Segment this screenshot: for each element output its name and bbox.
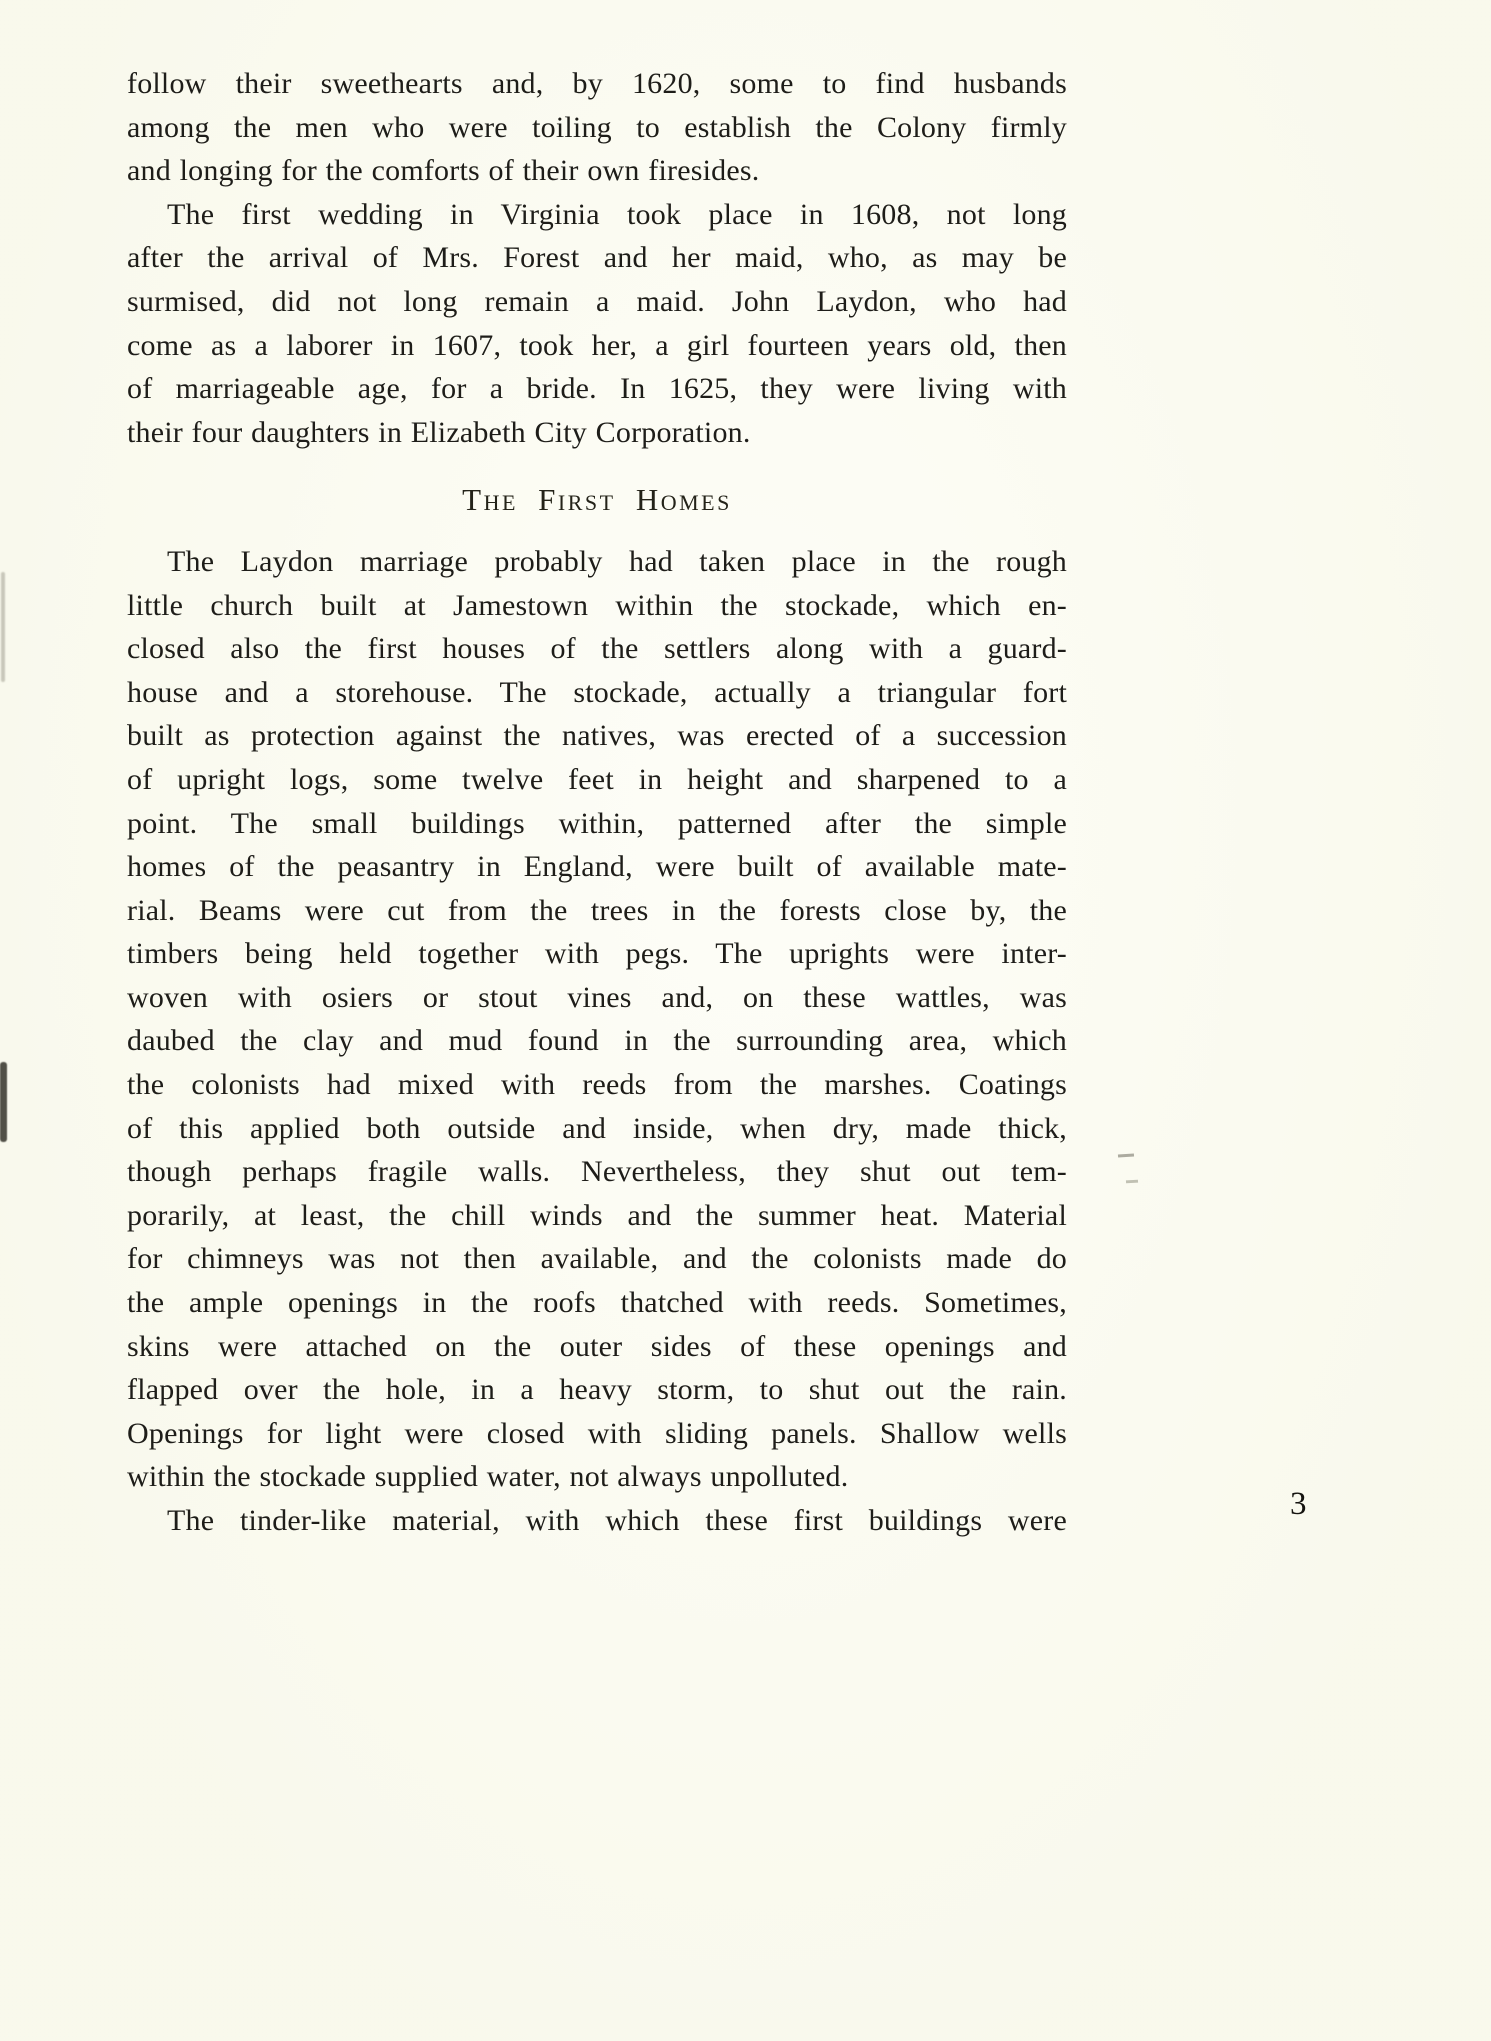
text-line: the colonists had mixed with reeds from the marshes. Coatings <box>127 1068 1067 1102</box>
text-line: within the stockade supplied water, not always unpolluted. <box>127 1460 849 1494</box>
paragraph <box>127 62 1067 193</box>
text-line: woven with osiers or stout vines and, on these wattles, was <box>127 980 1067 1014</box>
paragraph <box>127 1499 1067 1543</box>
text-line: surmised, did not long remain a maid. John Laydon, who had <box>127 284 1067 318</box>
text-line: of upright logs, some twelve feet in height and sharpened to a <box>127 762 1067 796</box>
page-number: 3 <box>1290 1486 1307 1522</box>
text-line: come as a laborer in 1607, took her, a girl fourteen years old, then <box>127 328 1067 362</box>
text-line: of marriageable age, for a bride. In 1625, they were living with <box>127 372 1067 406</box>
text-line: point. The small buildings within, patterned after the simple <box>127 806 1067 840</box>
text-line: rial. Beams were cut from the trees in the forests close by, the <box>127 893 1067 927</box>
text-line: the ample openings in the roofs thatched with reeds. Sometimes, <box>127 1286 1067 1320</box>
text-line: homes of the peasantry in England, were built of available mate- <box>127 850 1067 884</box>
text-line: timbers being held together with pegs. The uprights were inter- <box>127 937 1067 971</box>
text-line: of this applied both outside and inside, when dry, made thick, <box>127 1111 1067 1145</box>
text-line: porarily, at least, the chill winds and the summer heat. Material <box>127 1198 1067 1232</box>
text-line: built as protection against the natives, was erected of a succession <box>127 719 1067 753</box>
text-line: The tinder-like material, with which these first buildings were <box>167 1504 1067 1537</box>
text-line: Openings for light were closed with sliding panels. Shallow wells <box>127 1416 1067 1450</box>
page-text <box>127 62 1067 1543</box>
text-line: closed also the first houses of the settlers along with a guard- <box>127 632 1067 666</box>
text-line: flapped over the hole, in a heavy storm, to shut out the rain. <box>127 1373 1067 1407</box>
text-line: their four daughters in Elizabeth City Corporation. <box>127 415 751 449</box>
text-line: for chimneys was not then available, and the colonists made do <box>127 1242 1067 1276</box>
section-heading: The First Homes <box>462 482 732 518</box>
text-line: skins were attached on the outer sides of these openings and <box>127 1329 1067 1363</box>
text-line: daubed the clay and mud found in the surrounding area, which <box>127 1024 1067 1058</box>
text-line: The first wedding in Virginia took place in 1608, not long <box>167 197 1067 231</box>
text-line: and longing for the comforts of their own firesides. <box>127 154 760 188</box>
text-line: little church built at Jamestown within the stockade, which en- <box>127 588 1067 622</box>
text-line: follow their sweethearts and, by 1620, some to find husbands <box>127 67 1067 100</box>
paragraph <box>127 540 1067 1499</box>
text-line: though perhaps fragile walls. Nevertheless, they shut out tem- <box>127 1155 1067 1189</box>
text-line: after the arrival of Mrs. Forest and her maid, who, as may be <box>127 241 1067 275</box>
text-line: among the men who were toiling to establish the Colony firmly <box>127 110 1067 144</box>
text-line: house and a storehouse. The stockade, actually a triangular fort <box>127 675 1067 709</box>
text-line: The Laydon marriage probably had taken place in the rough <box>167 544 1067 578</box>
paragraph <box>127 193 1067 455</box>
